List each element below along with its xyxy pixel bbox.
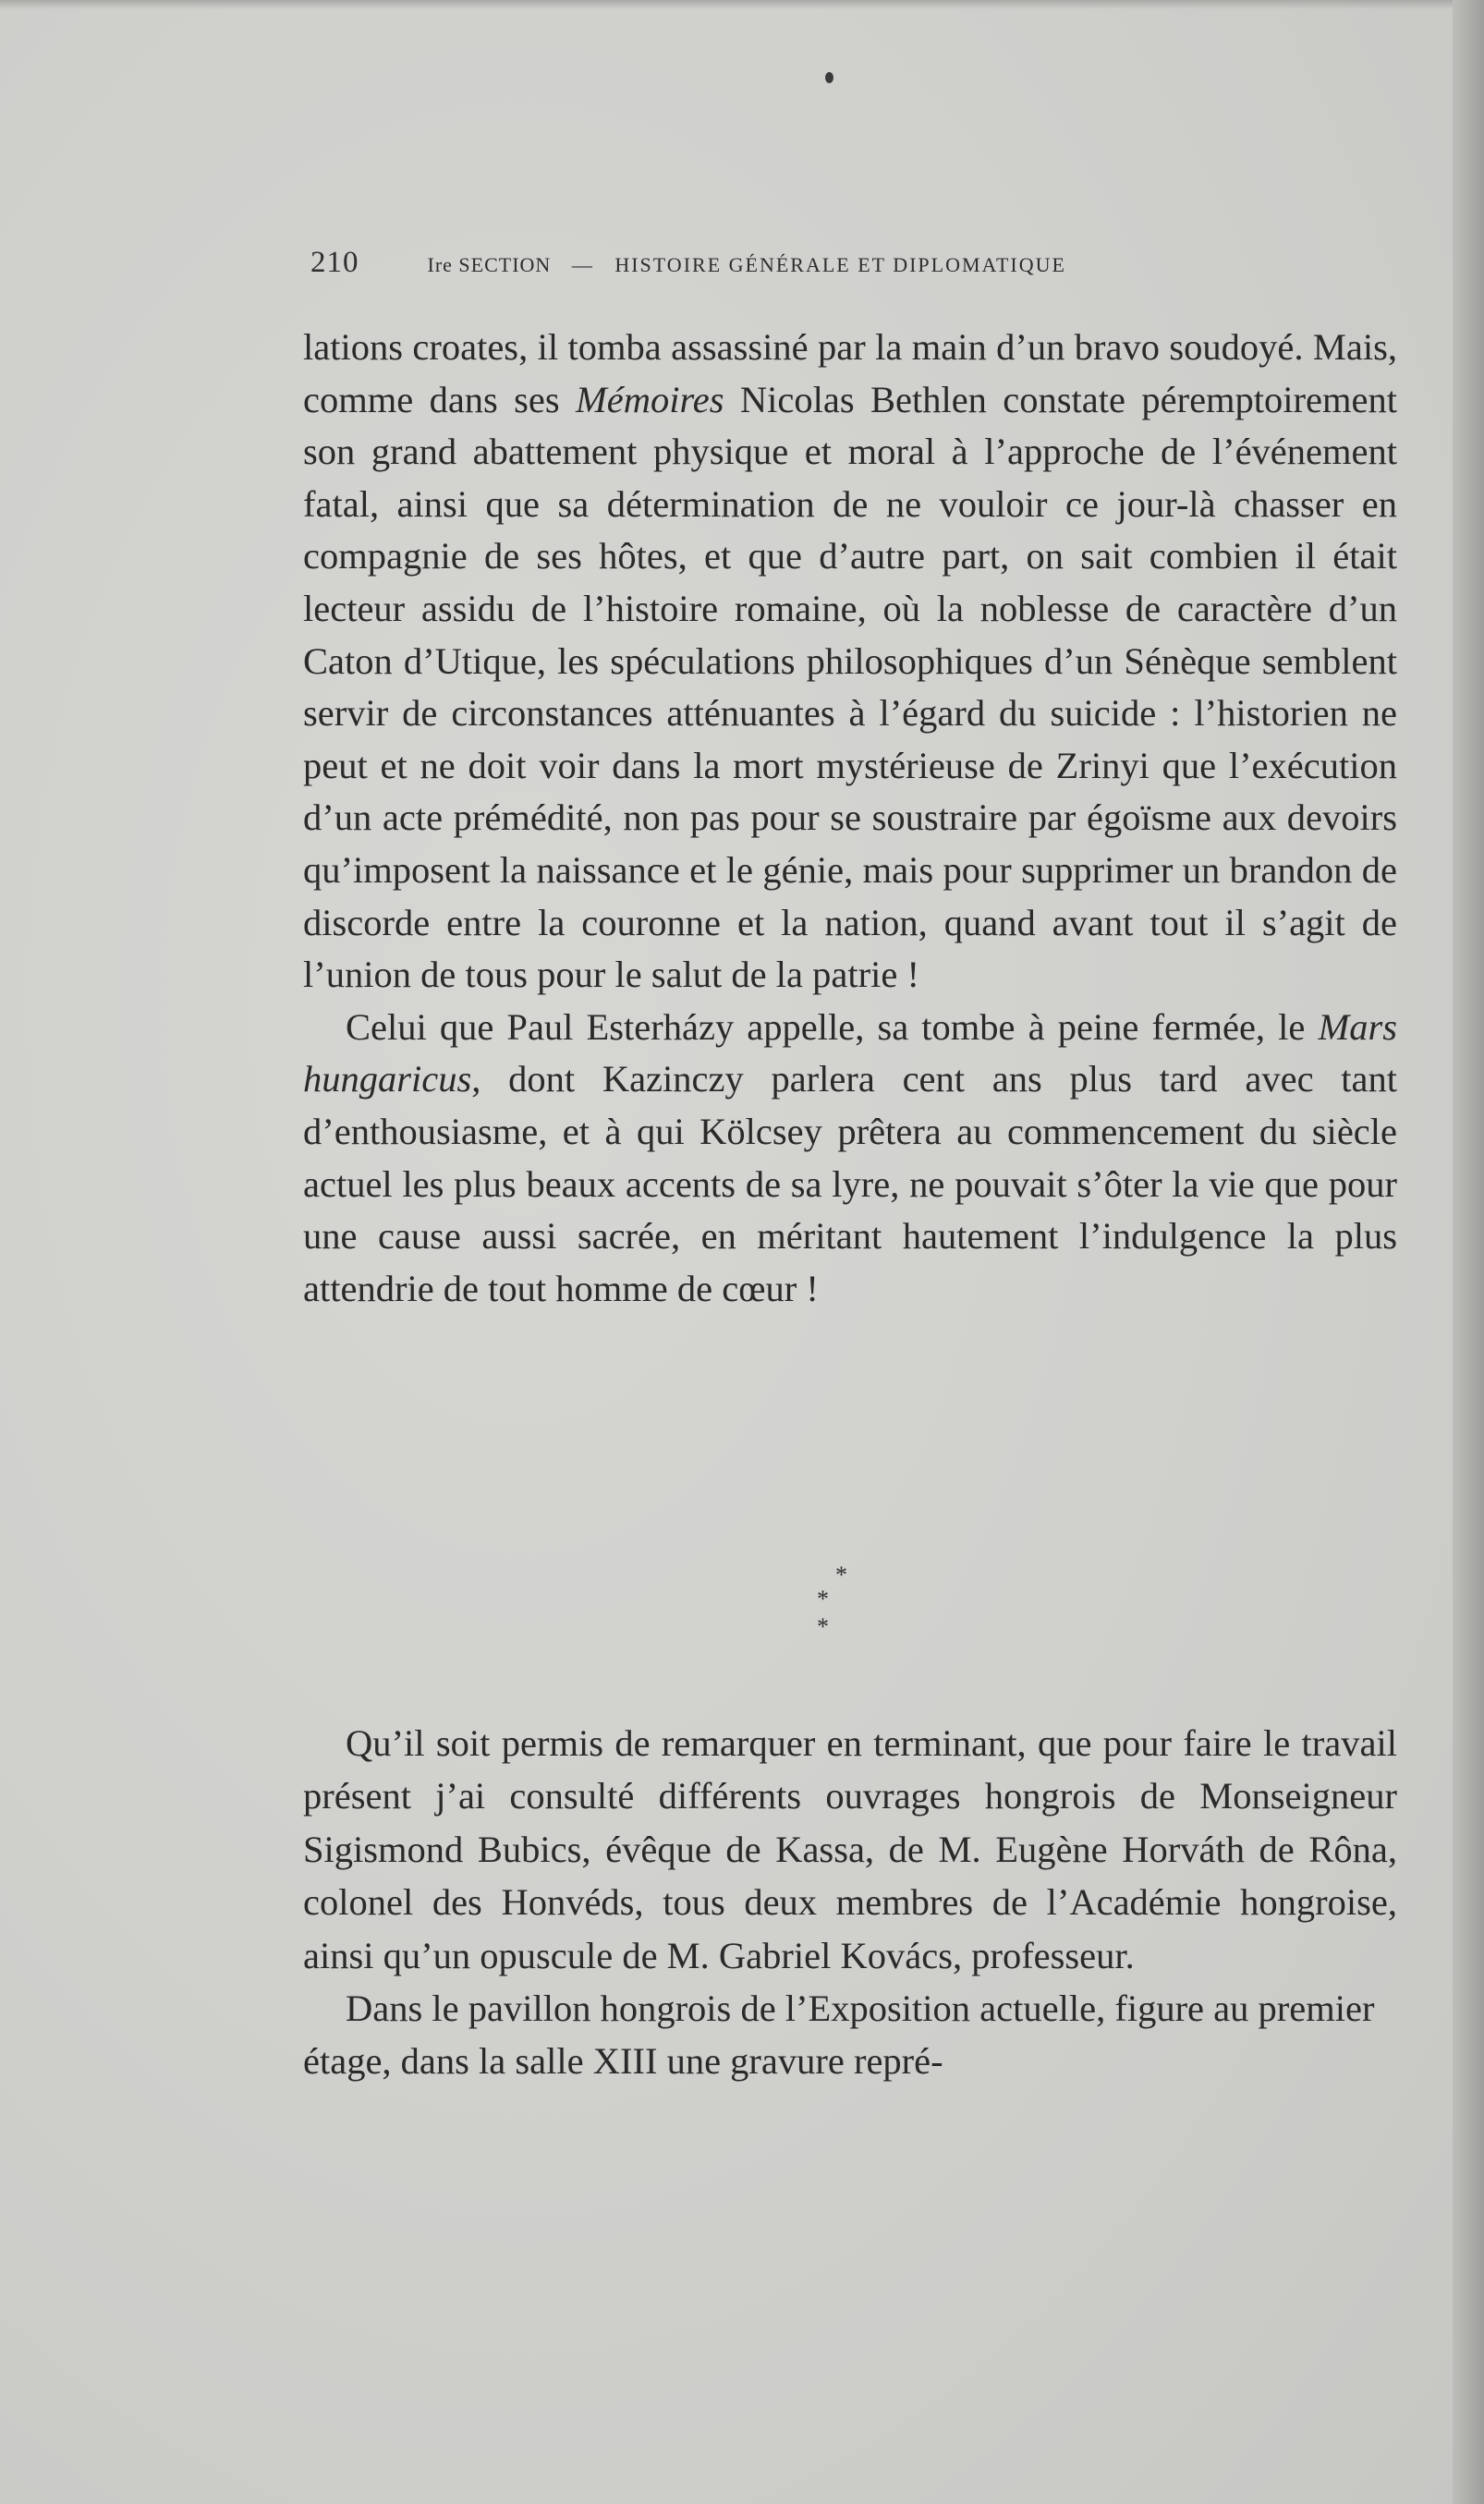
emphasis-mars-hungaricus: Mars hungaricus [303,1005,1397,1100]
closing-paragraph-2: Dans le pavillon hongrois de l’Exposition actuelle, figure au premier étage, dans la salle XIII une gravure repré- [303,1987,1375,2083]
page-top-shadow [0,0,1484,9]
paragraph-2-part-2: , dont Kazinczy parlera cent ans plus tard avec tant d’enthousiasme, et à qui Kölcsey prêtera au commencement du siècle actuel les plus beaux accents de sa lyre, ne pouvait s’ôter la vie que pour une cause aussi sacrée, en méritant hautement l’indulgence la plus attendrie de tout homme de cœur ! [303,1058,1397,1309]
main-text-block [303,322,1397,1315]
section-break-asterism [795,1562,887,1640]
closing-paragraph-1: Qu’il soit permis de remarquer en terminant, que pour faire le travail présent j’ai consulté différents ouvrages hongrois de Monseigneur Sigismond Bubics, évêque de Kassa, de M. Eugène Horváth de Rôna, colonel des Honvéds, tous deux membres de l’Académie hongroise, ainsi qu’un opuscule de M. Gabriel Kovács, professeur. [303,1722,1397,1976]
paragraph-2 [303,1002,1397,1316]
ink-speck [825,72,833,83]
closing-text-block [303,1717,1397,2088]
asterism-top: * [835,1562,847,1588]
paragraph-2-part-1: Celui que Paul Esterházy appelle, sa tombe à peine fermée, le [346,1005,1319,1048]
header-separator: — [571,253,594,276]
paragraph-1-part-1: lations croates, il tomba assassiné par la main d’un bravo soudoyé. Mais, comme dans ses [303,326,1397,420]
running-head [310,246,1235,283]
page-right-edge [1453,0,1484,2504]
header-title: HISTOIRE GÉNÉRALE ET DIPLOMATIQUE [614,253,1066,276]
emphasis-memoires: Mémoires [576,378,724,420]
paragraph-1-part-2: Nicolas Bethlen constate péremptoirement son grand abattement physique et moral à l’approche de l’événement fatal, ainsi que sa détermination de ne vouloir ce jour-là chasser en compagnie de ses hôtes, et que d’autre part, on sait combien il était lecteur assidu de l’histoire romaine, où la noblesse de caractère d’un Caton d’Utique, les spéculations philosophiques d’un Sénèque semblent servir de circonstances atténuantes à l’égard du suicide : l’historien ne peut et ne doit voir dans la mort mystérieuse de Zrinyi que l’exécution d’un acte prémédité, non pas pour se soustraire par égoïsme aux devoirs qu’imposent la naissance et le génie, mais pour supprimer un brandon de discorde entre la couronne et la nation, quand avant tout il s’agit de l’union de tous pour le salut de la patrie ! [303,378,1397,996]
section-label: Ire SECTION [427,253,552,276]
page-number: 210 [310,246,359,279]
paragraph-1 [303,322,1397,1002]
asterism-bottom: * * [817,1586,844,1640]
